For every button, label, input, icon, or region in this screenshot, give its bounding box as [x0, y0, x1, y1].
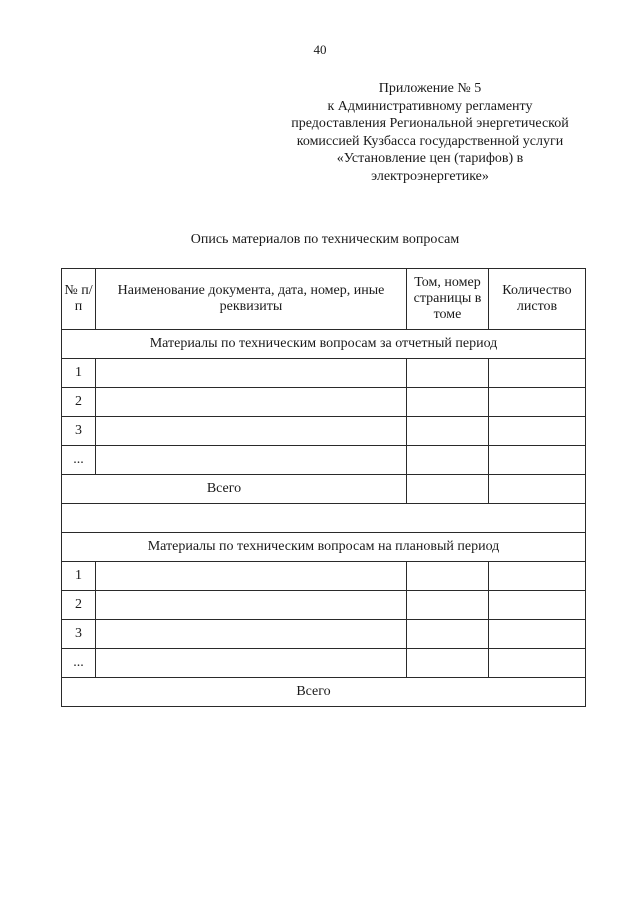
- section-title-planned: Материалы по техническим вопросам на плановый период: [62, 533, 586, 562]
- row-volume-cell: [407, 446, 489, 475]
- table-row: [62, 388, 586, 417]
- row-volume-cell: [407, 417, 489, 446]
- row-name-cell: [96, 649, 407, 678]
- inventory-table: [61, 268, 586, 707]
- appendix-line: «Установление цен (тарифов) в: [336, 151, 524, 166]
- section-header-reporting: [62, 330, 586, 359]
- total-count-cell: [489, 475, 586, 504]
- row-count-cell: [489, 446, 586, 475]
- appendix-line: Приложение № 5: [378, 81, 482, 96]
- appendix-line: предоставления Региональной энергетической: [291, 116, 569, 131]
- row-name-cell: [96, 620, 407, 649]
- row-volume-cell: [407, 620, 489, 649]
- header-count: Количество листов: [489, 269, 586, 330]
- row-name-cell: [96, 591, 407, 620]
- table-row: [62, 649, 586, 678]
- row-name-cell: [96, 359, 407, 388]
- row-volume-cell: [407, 562, 489, 591]
- header-num: № п/п: [62, 269, 96, 330]
- appendix-line: к Административному регламенту: [327, 98, 533, 114]
- table-row: [62, 562, 586, 591]
- row-count-cell: [489, 620, 586, 649]
- total-volume-cell: [407, 475, 489, 504]
- total-row-reporting: [62, 475, 586, 504]
- row-number: 2: [62, 388, 96, 417]
- row-number: ...: [62, 649, 96, 678]
- appendix-line: электроэнергетике»: [371, 168, 489, 184]
- table-row: [62, 446, 586, 475]
- row-name-cell: [96, 562, 407, 591]
- section-header-planned: [62, 533, 586, 562]
- table-row: [62, 359, 586, 388]
- row-volume-cell: [407, 591, 489, 620]
- total-label: Всего: [62, 678, 586, 707]
- row-name-cell: [96, 446, 407, 475]
- row-name-cell: [96, 417, 407, 446]
- row-volume-cell: [407, 359, 489, 388]
- total-label: Всего: [62, 475, 407, 504]
- table-row: [62, 591, 586, 620]
- row-count-cell: [489, 591, 586, 620]
- appendix-header: [270, 80, 590, 185]
- table-header-row: [62, 269, 586, 330]
- row-count-cell: [489, 388, 586, 417]
- header-volume: Том, номер страницы в томе: [407, 269, 489, 330]
- row-count-cell: [489, 359, 586, 388]
- document-title: Опись материалов по техническим вопросам: [190, 232, 460, 247]
- row-count-cell: [489, 649, 586, 678]
- table-row: [62, 417, 586, 446]
- row-volume-cell: [407, 649, 489, 678]
- row-number: ...: [62, 446, 96, 475]
- header-name: Наименование документа, дата, номер, иные реквизиты: [96, 269, 407, 330]
- row-name-cell: [96, 388, 407, 417]
- section-title-reporting: Материалы по техническим вопросам за отчетный период: [62, 330, 586, 359]
- table-row: [62, 620, 586, 649]
- row-volume-cell: [407, 388, 489, 417]
- spacer-row: [62, 504, 586, 533]
- row-count-cell: [489, 417, 586, 446]
- row-number: 1: [62, 359, 96, 388]
- row-number: 3: [62, 620, 96, 649]
- row-number: 2: [62, 591, 96, 620]
- page-number: 40: [313, 42, 327, 57]
- spacer-cell: [62, 504, 586, 533]
- appendix-line: комиссией Кузбасса государственной услуги: [296, 133, 564, 149]
- total-row-planned: [62, 678, 586, 707]
- row-count-cell: [489, 562, 586, 591]
- row-number: 3: [62, 417, 96, 446]
- row-number: 1: [62, 562, 96, 591]
